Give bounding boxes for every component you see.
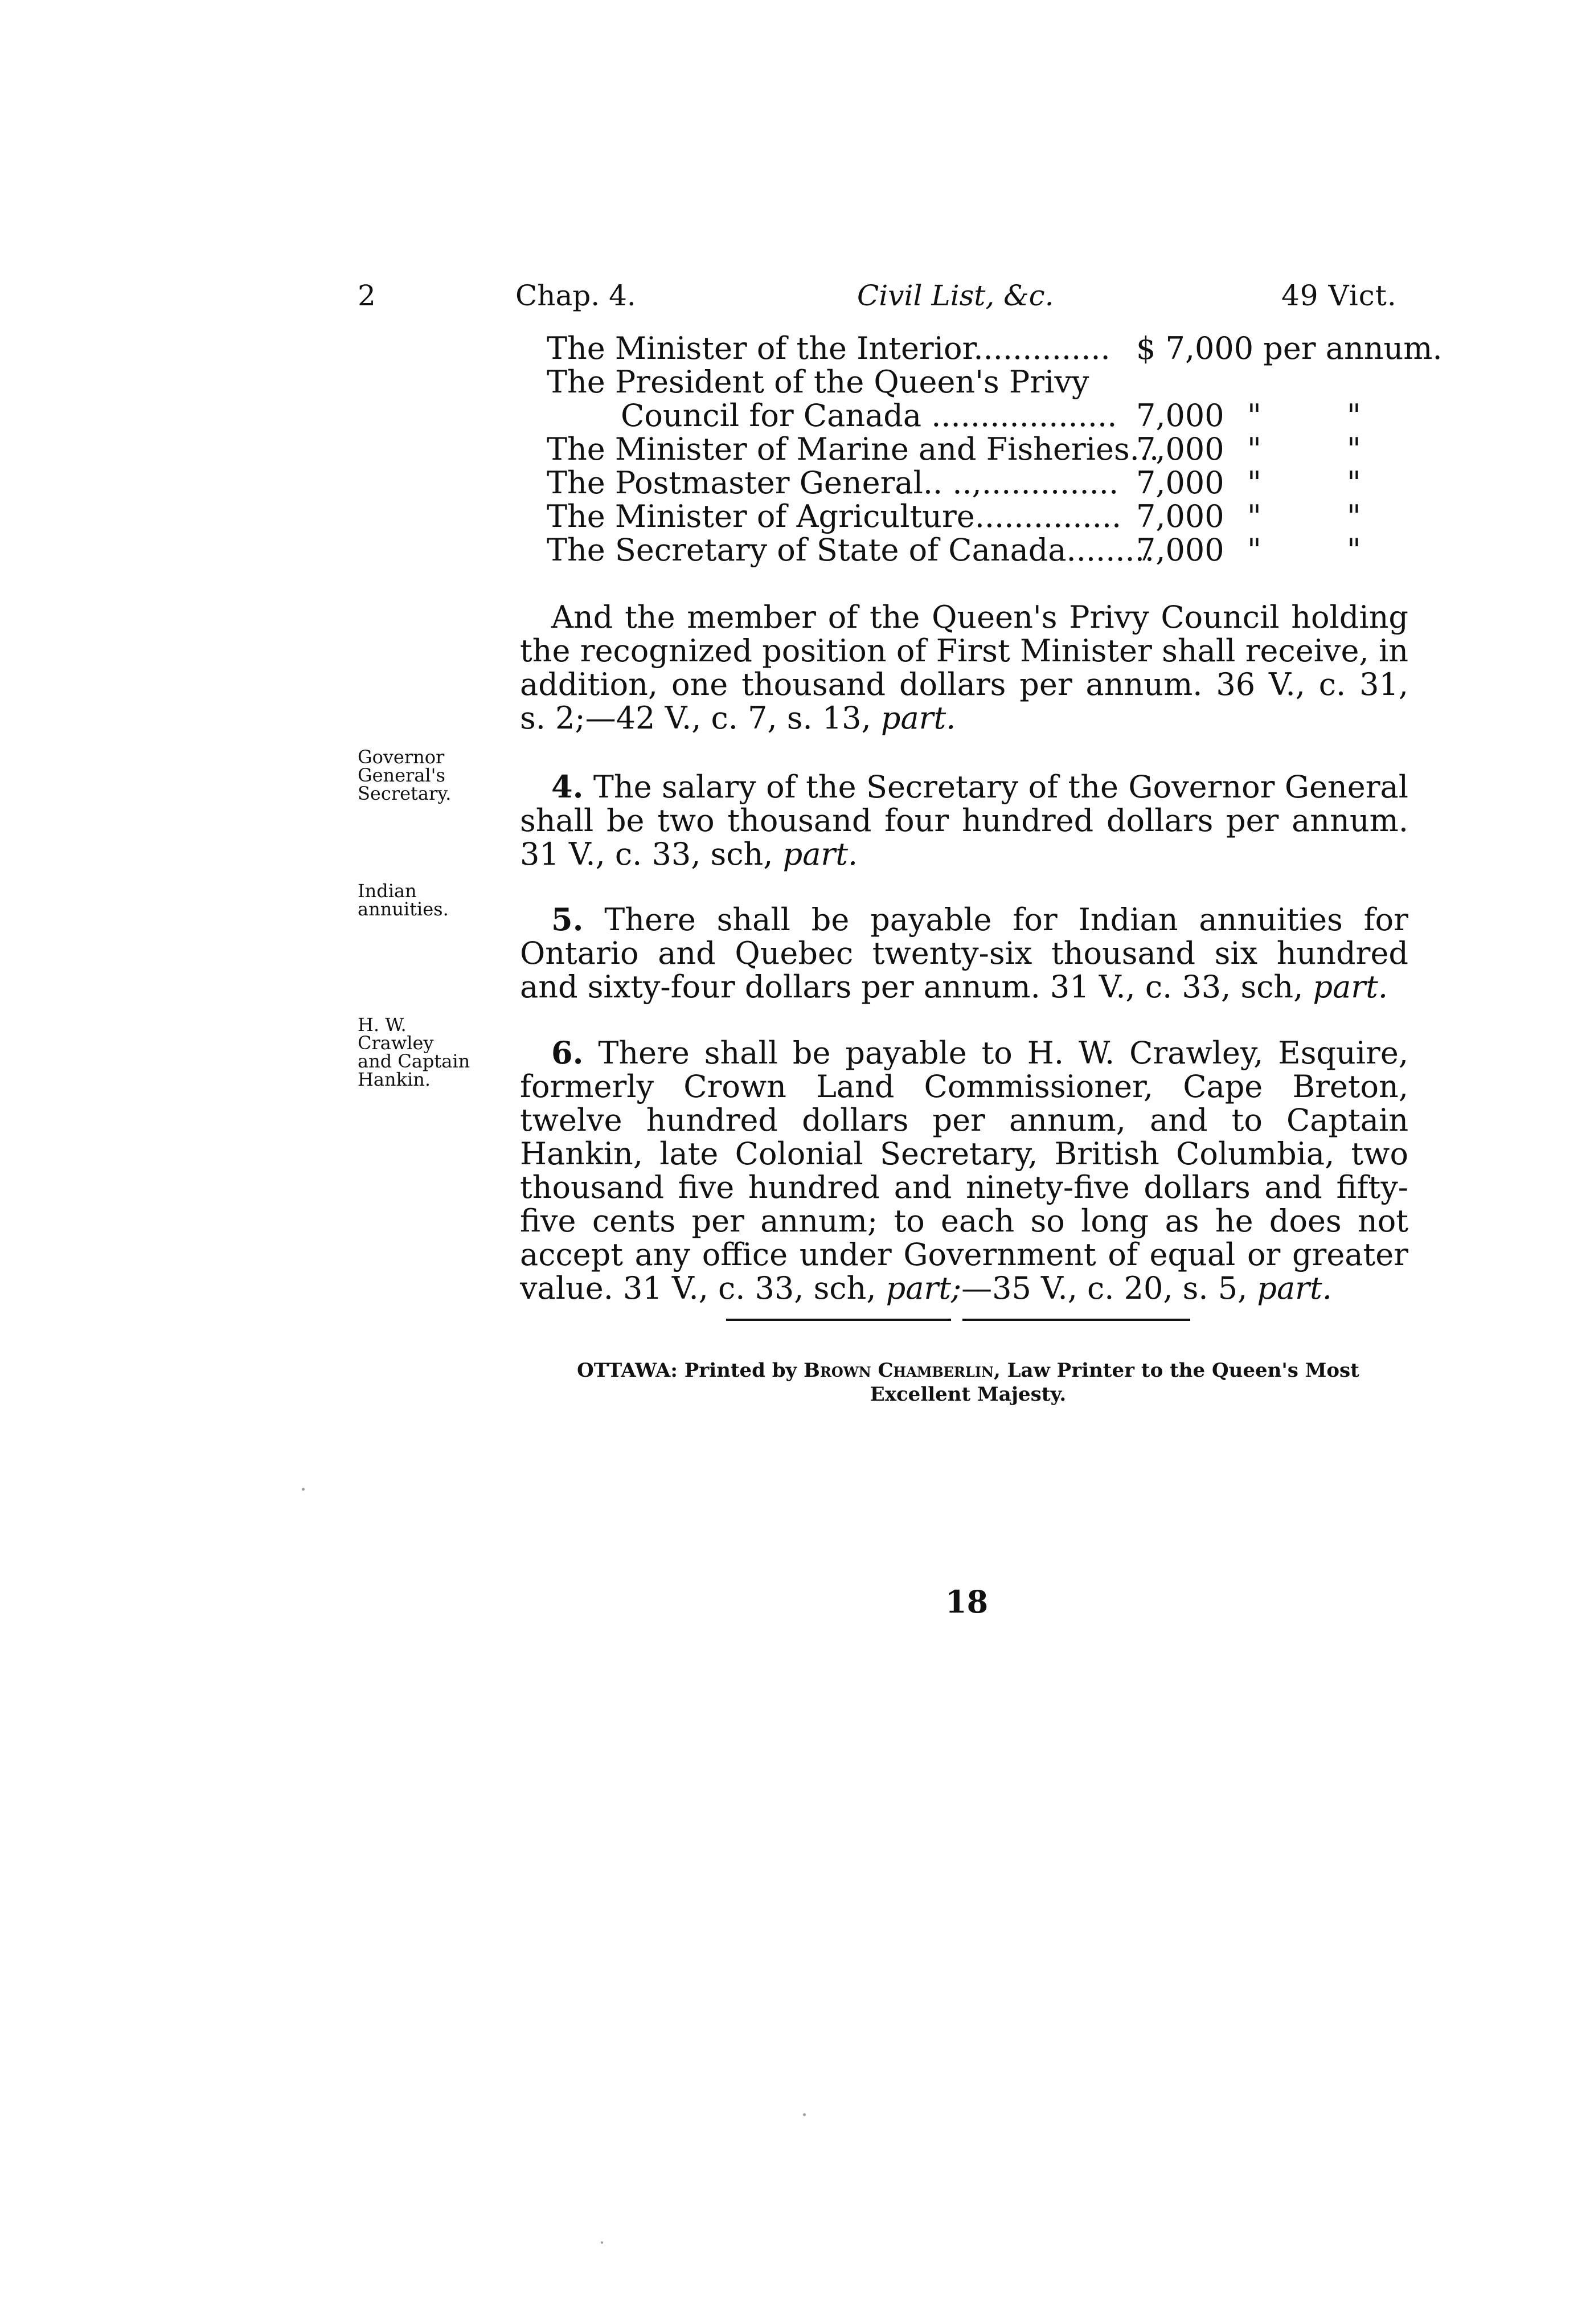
citation-part: part. <box>782 836 858 872</box>
paragraph-text: And the member of the Queen's Privy Council holding the recognized position of First Minister shall receive, in addition, one thousand dollars per annum. 36 V., c. 31, s. 2;—42 V., c. 7, s. 13, <box>520 599 1408 736</box>
section-number: 4. <box>551 768 584 805</box>
ditto-mark: " <box>1347 431 1361 467</box>
paper-speck <box>803 2113 806 2116</box>
salary-row <box>547 399 1435 432</box>
margin-note: H. W. Crawley and Captain Hankin. <box>358 1014 470 1090</box>
imprint-prefix: OTTAWA: Printed by <box>577 1359 797 1382</box>
citation-part: part. <box>1257 1270 1332 1306</box>
salary-row <box>547 330 1443 366</box>
page-number: 2 <box>358 279 376 312</box>
closing-rule <box>962 1319 1190 1321</box>
salary-office: The Minister of the Interior.............. <box>547 330 1110 366</box>
imprint-suffix: , Law Printer to the Queen's Most <box>993 1359 1359 1382</box>
salary-row <box>547 365 1435 399</box>
ditto-mark: " <box>1347 532 1361 568</box>
salary-office: The Secretary of State of Canada......... <box>547 532 1155 568</box>
imprint-line-2: Excellent Majesty. <box>870 1383 1067 1406</box>
salary-amount: 7,000 <box>1136 498 1224 534</box>
salary-amount: 7,000 <box>1136 398 1224 433</box>
section-text-continued: —35 V., c. 20, s. 5, <box>961 1270 1248 1306</box>
ditto-mark: " <box>1247 532 1261 568</box>
section-6 <box>520 1036 1408 1305</box>
margin-note: Governor General's Secretary. <box>358 746 452 804</box>
regnal-year: 49 Vict. <box>1281 279 1397 312</box>
salary-row <box>547 432 1435 466</box>
salary-amount: 7,000 <box>1136 431 1224 467</box>
chapter-label: Chap. 4. <box>515 279 636 312</box>
salary-row <box>547 533 1435 567</box>
first-minister-paragraph <box>520 600 1408 735</box>
citation-part: part. <box>1313 969 1388 1005</box>
salary-office: The Minister of Agriculture............... <box>547 498 1122 534</box>
ditto-mark: " <box>1247 498 1261 534</box>
ditto-mark: " <box>1247 465 1261 501</box>
section-text: There shall be payable to H. W. Crawley, Esquire, formerly Crown Land Commissioner, Cape Breton, twelve hundred dollars per annum, and to Captain Hankin, late Colonial Secretary, British Columbia, two thousand five hundred and ninety-five dollars and fifty-five cents per annum; to each so long as he does not accept any office under Government of equal or greater value. 31 V., c. 33, sch, <box>520 1035 1408 1306</box>
section-4 <box>520 770 1408 871</box>
section-text: The salary of the Secretary of the Governor General shall be two thousand four hundred dollars per annum. 31 V., c. 33, sch, <box>520 769 1408 872</box>
salary-office: The Postmaster General.. ..,.............. <box>547 465 1119 501</box>
ditto-mark: " <box>1347 498 1361 534</box>
section-5 <box>520 903 1408 1004</box>
running-title: Civil List, &c. <box>857 279 1054 312</box>
salary-amount: 7,000 <box>1136 532 1224 568</box>
ditto-mark: " <box>1247 431 1261 467</box>
closing-rule <box>726 1319 951 1321</box>
salary-office: The Minister of Marine and Fisheries... <box>547 431 1159 467</box>
salary-row <box>547 466 1435 500</box>
salary-office: The President of the Queen's Privy <box>547 364 1089 400</box>
paper-speck <box>601 2241 603 2244</box>
printer-name: Brown Chamberlin <box>804 1359 994 1382</box>
ditto-mark: " <box>1247 398 1261 433</box>
margin-note: Indian annuities. <box>358 880 449 920</box>
ditto-mark: " <box>1347 398 1361 433</box>
salary-row <box>547 500 1435 533</box>
section-number: 5. <box>551 901 584 938</box>
section-text: There shall be payable for Indian annuities for Ontario and Quebec twenty-six thousand six hundred and sixty-four dollars per annum. 31 V., c. 33, sch, <box>520 902 1408 1005</box>
salary-office: Council for Canada ................... <box>621 398 1117 433</box>
ditto-mark: " <box>1347 465 1361 501</box>
citation-part: part; <box>886 1270 962 1306</box>
imprint-line-1 <box>513 1359 1424 1382</box>
sheet-number: 18 <box>945 1584 989 1620</box>
salary-amount: $ 7,000 per annum. <box>1136 330 1443 366</box>
printer-imprint <box>513 1359 1424 1406</box>
section-number: 6. <box>551 1034 584 1071</box>
salary-table <box>547 330 1443 568</box>
paper-speck <box>302 1488 305 1491</box>
salary-amount: 7,000 <box>1136 465 1224 501</box>
citation-part: part. <box>880 700 956 736</box>
